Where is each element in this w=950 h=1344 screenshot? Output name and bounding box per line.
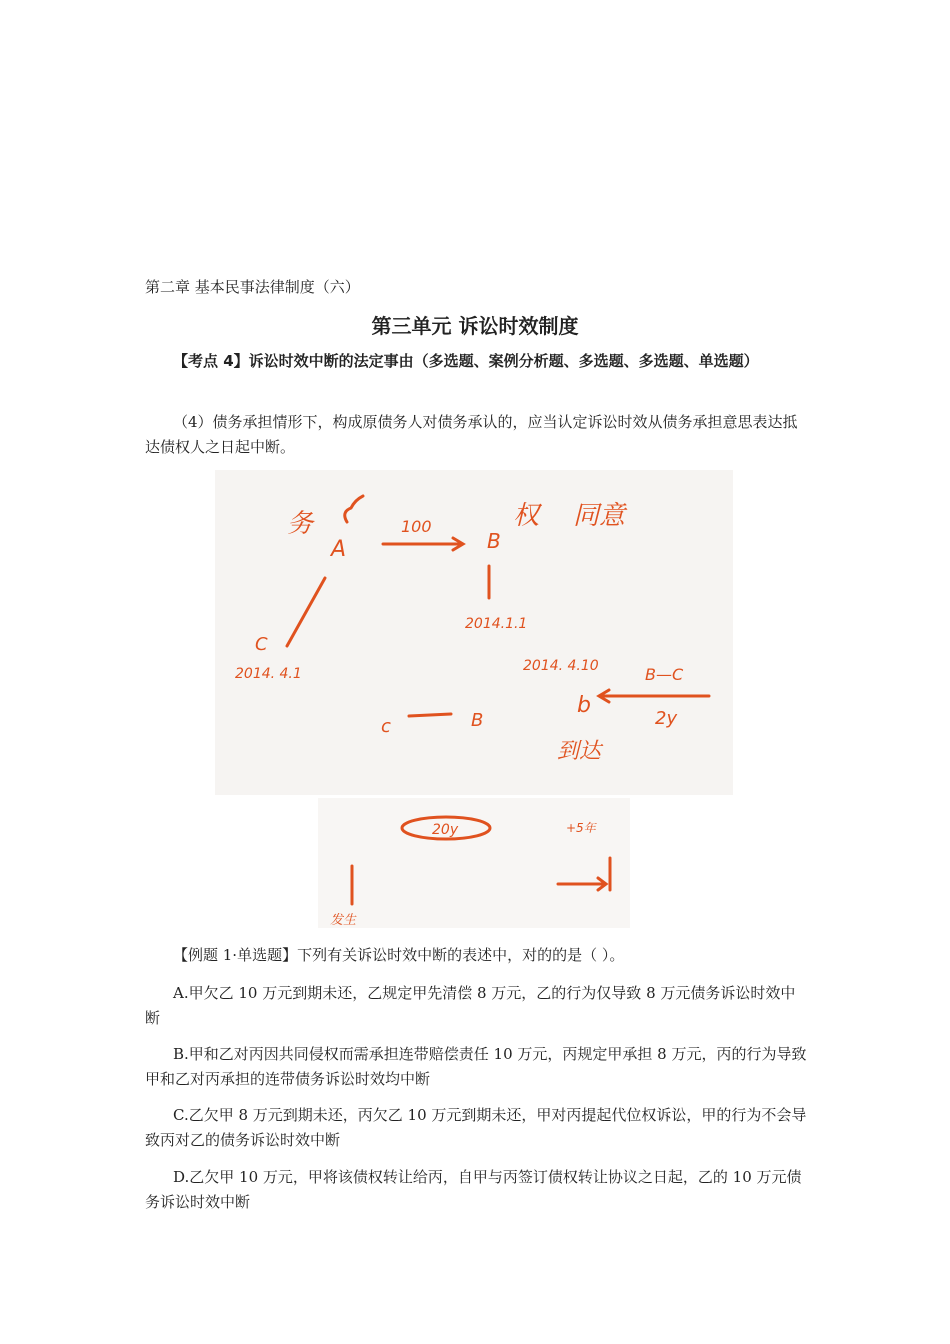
sketch-text-quan: 权 [513, 501, 540, 531]
sketch-arrow-right-left [599, 690, 709, 702]
sketch-arrow-c-b [409, 714, 451, 716]
option-c: C.乙欠甲 8 万元到期未还，丙欠乙 10 万元到期未还，甲对丙提起代位权诉讼，甲的行为不会导致丙对乙的债务诉讼时效中断 [145, 1106, 807, 1149]
sketch-text-c2: c [381, 716, 391, 737]
sketch-text-date2: 2014.1.1 [465, 616, 528, 632]
key-point-heading: 【考点 4】诉讼时效中断的法定事由（多选题、案例分析题、多选题、多选题、单选题） [173, 352, 759, 370]
sketch-text-b: B [487, 529, 501, 553]
handwritten-sketch-1 [215, 470, 733, 795]
sketch-line-a-c [287, 578, 325, 646]
sketch-text-b2: B [471, 710, 484, 731]
paragraph-4: （4）债务承担情形下，构成原债务人对债务承认的，应当认定诉讼时效从债务承担意思表达抵达债权人之日起中断。 [145, 413, 798, 456]
sketch-text-c: C [255, 634, 268, 655]
option-d: D.乙欠甲 10 万元，甲将该债权转让给丙，自甲与丙签订债权转让协议之日起，乙的 10 万元债务诉讼时效中断 [145, 1168, 802, 1211]
sketch-arrow-right [558, 858, 610, 890]
chapter-heading: 第二章 基本民事法律制度（六） [145, 278, 360, 296]
sketch-text-tongyi: 同意 [573, 501, 626, 531]
sketch-text-wu: 务 [287, 509, 314, 539]
sketch-text-bc: B—C [645, 665, 684, 684]
sketch-text-amount: 100 [401, 517, 432, 536]
sketch-text-date3: 2014. 4.10 [523, 658, 599, 674]
option-a: A.甲欠乙 10 万元到期未还，乙规定甲先清偿 8 万元，乙的行为仅导致 8 万元债务诉讼时效中断 [145, 984, 796, 1027]
sketch-text-a: A [331, 537, 347, 562]
handwritten-sketch-2 [318, 798, 630, 928]
sketch-arrow-a-b [383, 538, 463, 550]
option-b: B.甲和乙对丙因共同侵权而需承担连带赔偿责任 10 万元，丙规定甲承担 8 万元，丙的行为导致甲和乙对丙承担的连带债务诉讼时效均中断 [145, 1045, 807, 1088]
unit-title: 第三单元 诉讼时效制度 [371, 314, 579, 338]
sketch-text-daoda: 到达 [557, 739, 602, 764]
sketch-text-fasheng: 发生 [330, 913, 357, 928]
sketch-text-2y: 2y [655, 708, 678, 729]
sketch-text-20y: 20y [432, 822, 459, 838]
example-title: 【例题 1·单选题】下列有关诉讼时效中断的表述中，对的的是（ ）。 [173, 946, 625, 964]
sketch-squiggle [345, 496, 363, 522]
sketch-text-date1: 2014. 4.1 [235, 666, 302, 682]
sketch-text-b3: b [577, 693, 591, 718]
sketch-text-add: +5年 [566, 821, 596, 835]
